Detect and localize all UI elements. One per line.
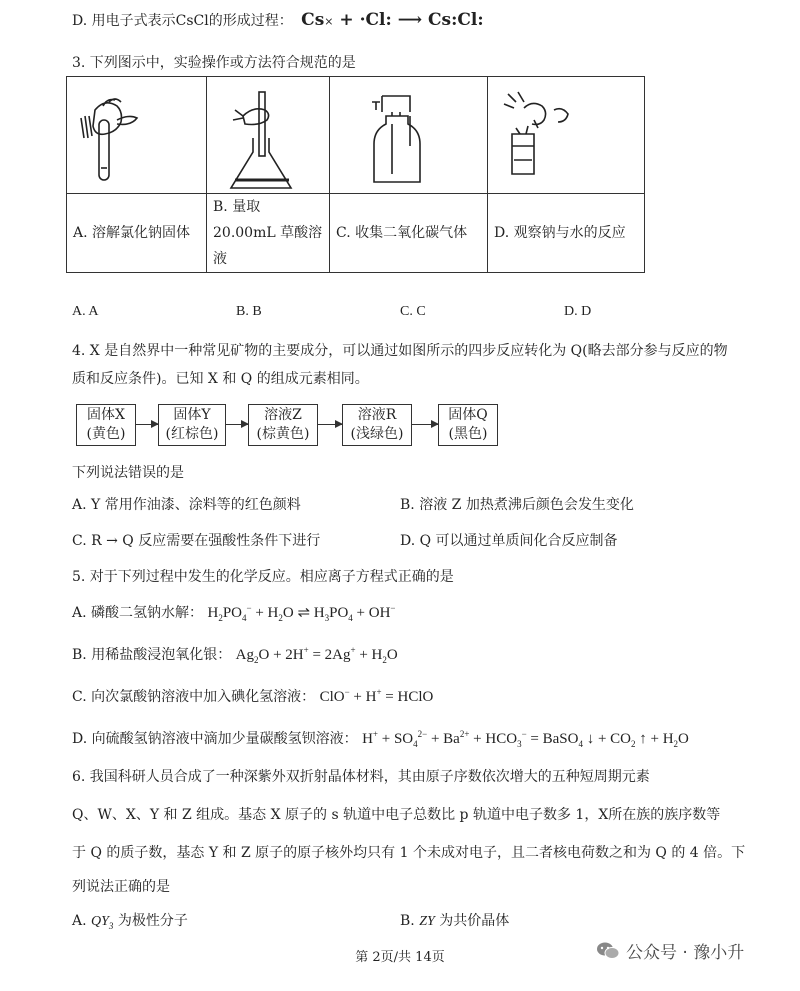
q2-option-d-label: D. 用电子式表示CsCl的形成过程： (72, 13, 293, 29)
q6-line1: 6. 我国科研人员合成了一种深紫外双折射晶体材料，其由原子序数依次增大的五种短周期元素 (72, 769, 650, 785)
q6-option-a[interactable]: A. $QY_3$ 为极性分子 (72, 913, 188, 931)
figure-a-cell (67, 77, 207, 194)
caption-d: D. 观察钠与水的反应 (488, 194, 645, 273)
cs-symbol-product: Cs (428, 10, 452, 30)
q5-option-c-label: C. 向次氯酸钠溶液中加入碘化氢溶液： (72, 689, 316, 705)
q3-option-d[interactable]: D. D (564, 304, 592, 319)
page-number: 第 2页/共 14页 (355, 950, 445, 965)
figure-d-cell (488, 77, 645, 194)
q5-stem: 5. 对于下列过程中发生的化学反应。相应离子方程式正确的是 (72, 569, 454, 585)
equation-b: $Ag_2O + 2H^+ = 2Ag^+ + H_2O$ (235, 645, 398, 665)
cl-dot-left: ·Cl: (359, 10, 392, 30)
equation-c: ClO− + H+ = HClO (319, 687, 434, 705)
flow-box-z: 溶液Z (棕黄色) (248, 404, 318, 446)
q6-line4: 列说法正确的是 (72, 879, 170, 895)
q5-option-a-label: A. 磷酸二氢钠水解： (72, 605, 204, 621)
q3-experiment-table (66, 76, 645, 273)
q5-option-a[interactable] (72, 602, 396, 623)
flask-pipette-icon (213, 80, 323, 190)
q3-option-b[interactable]: B. B (236, 304, 262, 319)
q4-question: 下列说法错误的是 (72, 465, 184, 481)
q4-option-d[interactable]: D. Q 可以通过单质间化合反应制备 (400, 533, 618, 549)
flow-box-q: 固体Q (黑色) (438, 404, 498, 446)
flow-arrow-2 (226, 424, 248, 425)
q5-option-b[interactable] (72, 644, 398, 665)
caption-c: C. 收集二氧化碳气体 (330, 194, 488, 273)
cl-dot-right: :Cl: (451, 10, 484, 30)
q6-option-a-text: 为极性分子 (117, 913, 188, 929)
wechat-icon (596, 941, 620, 961)
q4-option-b[interactable]: B. 溶液 Z 加热煮沸后颜色会发生变化 (400, 497, 634, 513)
hand-shaking-test-tube-icon (73, 80, 193, 190)
q5-option-c[interactable] (72, 686, 433, 706)
q4-stem-line1: 4. X 是自然界中一种常见矿物的主要成分，可以通过如图所示的四步反应转化为 Q(略去部分参与反应的物 (72, 343, 728, 359)
q4-option-a[interactable]: A. Y 常用作油漆、涂料等的红色颜料 (72, 497, 301, 513)
figure-c-cell (330, 77, 488, 194)
q3-option-c[interactable]: C. C (400, 304, 426, 319)
electron-x: × (324, 15, 334, 28)
flow-arrow-4 (412, 424, 438, 425)
sodium-water-observation-icon (494, 80, 634, 190)
q5-option-d-label: D. 向硫酸氢钠溶液中滴加少量碳酸氢钡溶液： (72, 731, 358, 747)
flow-box-r: 溶液R (浅绿色) (342, 404, 412, 446)
q6-option-b-text: 为共价晶体 (439, 913, 510, 929)
flow-box-x: 固体X (黄色) (76, 404, 136, 446)
q5-option-b-label: B. 用稀盐酸浸泡氧化银： (72, 647, 232, 663)
q5-option-d[interactable] (72, 728, 689, 749)
watermark (596, 938, 744, 963)
flow-arrow-3 (318, 424, 342, 425)
plus-sign: + (339, 10, 354, 30)
equation-d: $H^+ + SO_4^{2-} + Ba^{2+} + HCO_3^-$ = BaSO$_4$ ↓ + $CO_2$ ↑ + $H_2O$ (362, 729, 689, 749)
gas-collection-bottle-icon (336, 80, 476, 190)
q6-option-b[interactable]: B. ZY 为共价晶体 (400, 913, 510, 929)
q3-option-a[interactable]: A. A (72, 304, 99, 319)
flow-box-y: 固体Y (红棕色) (158, 404, 226, 446)
q4-option-c[interactable]: C. R → Q 反应需要在强酸性条件下进行 (72, 533, 321, 549)
q2-option-d (72, 10, 484, 30)
caption-a: A. 溶解氯化钠固体 (67, 194, 207, 273)
caption-b: B. 量取 20.00mL 草酸溶液 (207, 194, 330, 273)
reaction-arrow: ⟶ (397, 10, 423, 30)
q6-line3: 于 Q 的质子数，基态 Y 和 Z 原子的原子核外均只有 1 个未成对电子，且二者核电荷数之和为 Q 的 4 倍。下 (72, 845, 746, 861)
q6-line2: Q、W、X、Y 和 Z 组成。基态 X 原子的 s 轨道中电子总数比 p 轨道中电子数多 1，X所在族的族序数等 (72, 807, 721, 823)
figure-b-cell (207, 77, 330, 194)
watermark-text: 公众号 · 豫小升 (626, 943, 745, 963)
cs-symbol: Cs (301, 10, 325, 30)
flow-arrow-1 (136, 424, 158, 425)
q3-stem: 3. 下列图示中，实验操作或方法符合规范的是 (72, 55, 356, 71)
equation-a: $H_2PO_4^- + H_2O$ ⇌ $H_3PO_4 + OH^-$ (207, 603, 396, 623)
q4-stem-line2: 质和反应条件)。已知 X 和 Q 的组成元素相同。 (72, 371, 369, 387)
